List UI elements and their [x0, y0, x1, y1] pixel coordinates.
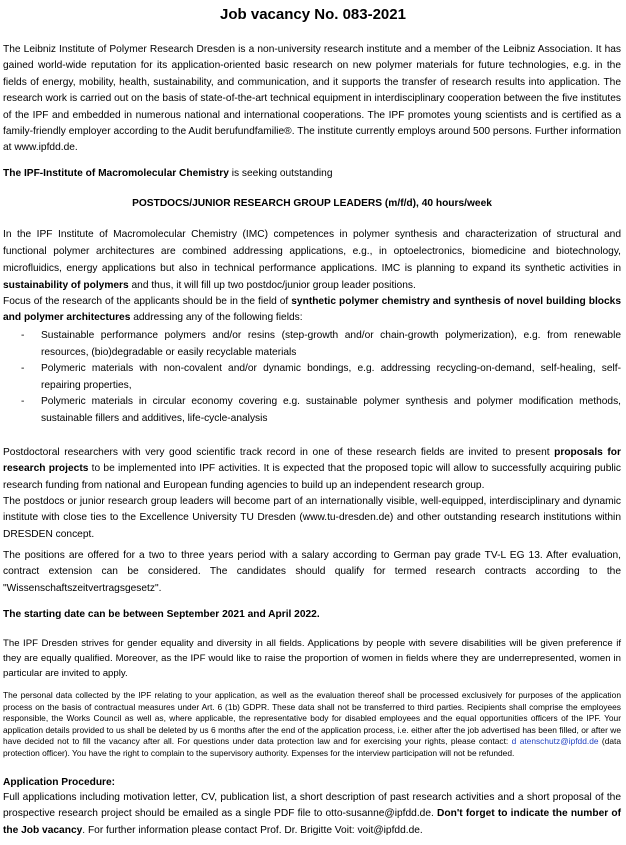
seeking-text: is seeking outstanding	[228, 168, 333, 179]
document-title: Job vacancy No. 083-2021	[220, 6, 406, 23]
data-protection-email-link[interactable]: d atenschutz@ipfdd.de	[511, 736, 599, 747]
institute-name: The IPF-Institute of Macromolecular Chemistry	[3, 168, 229, 179]
procedure-text: Full applications including motivation letter, CV, publication list, a short description of past research activities and a short proposal of the prospective research project should be emailed as a single PDF file to otto-susanne@ipfdd.de.	[3, 792, 621, 820]
privacy-paragraph	[3, 690, 621, 760]
postdoc-text: Postdoctoral researchers with very good scientific track record in one of these research fields are invited to present	[3, 447, 555, 458]
postdoc-paragraph-2: The postdocs or junior research group leaders will become part of an internationally visible, well-equipped, interdisciplinary and dynamic institute with close ties to the Excellence University TU Dresden (www.tu-dresden.de) and other outstanding research institutions within DRESDEN concept.	[3, 496, 621, 540]
start-date: The starting date can be between September 2021 and April 2022.	[3, 609, 320, 620]
imc-sustainability: sustainability of polymers	[3, 280, 129, 291]
privacy-text: The personal data collected by the IPF relating to your application, as well as the evaluation thereof shall be processed exclusively for purposes of the application process on the basis of contractual measures under Art. 6 (1b) GDPR. These data shall not be transferred to third parties. Recipients shall comprise the employees responsible, the Works Council as well as, where applicable, the representative body for disabled employees and the equal opportunities officers of the IPF. Your application details provided to us shall be deleted by us 6 months after the end of the application process, i.e. either after the job advertised has been filled, or after we have decided not to fill the vacancy after all. For questions under data protection law and for exercising your rights, please contact:	[3, 690, 621, 747]
procedure-reminder: Don't forget to indicate the number of the Job vacancy	[3, 808, 621, 836]
procedure-text-end: . For further information please contact Prof. Dr. Brigitte Voit: voit@ipfdd.de.	[82, 824, 423, 836]
field-item: - Polymeric materials with non-covalent and/or dynamic bondings, e.g. addressing recycling-on-demand, self-healing, self-repairing properties,	[3, 361, 621, 394]
focus-paragraph	[3, 294, 621, 326]
offer-paragraph: The positions are offered for a two to three years period with a salary according to German pay grade TV-L EG 13. After evaluation, contract extension can be considered. The candidates should qualify for termed research contracts according to the "Wissenschaftszeitvertragsgesetz".	[3, 550, 621, 594]
equality-paragraph: The IPF Dresden strives for gender equality and diversity in all fields. Applications by people with severe disabilities will be given preference if they are equally qualified. Moreover, as the IPF would like to raise the proportion of women in fields where they are underrepresented, women in particular are invited to apply.	[3, 638, 621, 680]
field-item: - Polymeric materials in circular economy covering e.g. sustainable polymer synthesis and polymer modification methods, sustainable fillers and additives, life-cycle-analysis	[3, 394, 621, 427]
imc-text-end: and thus, it will fill up two postdoc/junior group leader positions.	[128, 280, 416, 291]
intro-paragraph: The Leibniz Institute of Polymer Research Dresden is a non-university research institute and a member of the Leibniz Association. It has gained world-wide reputation for its application-oriented basic research on new polymer materials for future technologies, e.g. in the fields of energy, mobility, health, sustainability, and communication, and it supports the transfer of research results into application. The research work is carried out on the basis of state-of-the-art technical equipment in interdisciplinary cooperation between the five institutes of the IPF and embedded in numerous national and international cooperations. The IPF promotes young scientists and is certified as a family-friendly employer according to the Audit berufundfamilie®. The institute currently employs around 500 persons. Further information at www.ipfdd.de.	[3, 44, 621, 154]
fields-list	[3, 328, 621, 428]
focus-text-end: addressing any of the following fields:	[130, 312, 303, 323]
focus-bold: synthetic polymer chemistry and synthesis of novel building blocks and polymer architectures	[3, 296, 622, 323]
privacy-text-end: (data protection officer). You have the right to complain to the supervisory authority. Expenses for the interview participation will not be refunded.	[3, 736, 622, 758]
procedure-paragraph	[3, 790, 621, 839]
seeking-line	[3, 166, 621, 182]
postdoc-paragraph	[3, 445, 621, 494]
postdoc-text-end: to be implemented into IPF activities. It is expected that the proposed topic will allow to successfully acquiring public research funding from national and European funding agencies to build up an independent research group.	[3, 463, 621, 491]
imc-text: In the IPF Institute of Macromolecular Chemistry (IMC) competences in polymer synthesis and characterization of structural and functional polymer architectures are combined addressing applications, e.g., in optoelectronics, biomedicine and biotechnology, microfluidics, energy applications but also in technical performance applications. IMC is planning to expand its synthetic activities in	[3, 229, 621, 274]
position-title: POSTDOCS/JUNIOR RESEARCH GROUP LEADERS (m/f/d), 40 hours/week	[132, 198, 492, 209]
imc-paragraph	[3, 226, 621, 294]
focus-text: Focus of the research of the applicants should be in the field of	[3, 296, 292, 307]
field-item: - Sustainable performance polymers and/or resins (step-growth and/or chain-growth polymerization), e.g. from renewable resources, (bio)degradable or easily recyclable materials	[3, 328, 621, 361]
procedure-heading: Application Procedure:	[3, 777, 116, 788]
postdoc-bold: proposals for research projects	[3, 447, 621, 475]
